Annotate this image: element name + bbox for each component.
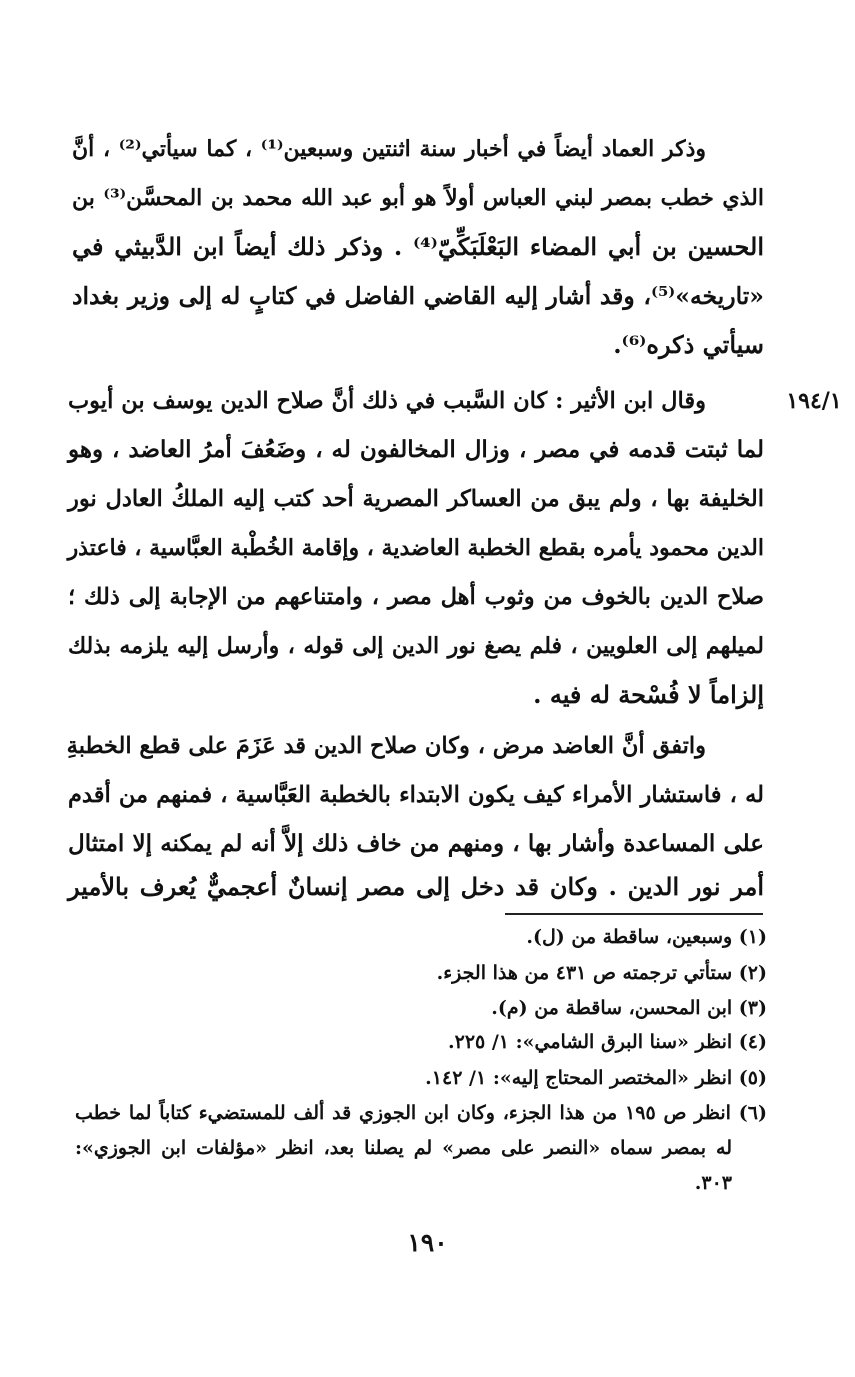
footnote: (٢) ستأتي ترجمته ص ٤٣١ من هذا الجزء.: [436, 962, 767, 984]
text-line: سيأتي ذكره⁽⁶⁾.: [613, 330, 764, 359]
text-line: الدين محمود يأمره بقطع الخطبة العاضدية ، وإقامة الخُطْبة العبَّاسية ، فاعتذر: [67, 535, 764, 561]
page-number: ١٩٠: [407, 1228, 448, 1257]
footnote-separator: [505, 913, 763, 915]
text-line: صلاح الدين بالخوف من وثوب أهل مصر ، وامتناعهم من الإجابة إلى ذلك ؛: [68, 584, 764, 610]
text-line: لما ثبتت قدمه في مصر ، وزال المخالفون له ، وضَعُفَ أمرُ العاضد ، وهو: [68, 436, 764, 463]
text-line: أمر نور الدين . وكان قد دخل إلى مصر إنسانٌ أعجميٌّ يُعرف بالأمير: [68, 872, 764, 901]
footnote-continuation: له بمصر سماه «النصر على مصر» لم يصلنا بعد، انظر «مؤلفات ابن الجوزي»:: [75, 1137, 732, 1159]
text-line: لميلهم إلى العلويين ، فلم يصغ نور الدين إلى قوله ، وأرسل إليه يلزمه بذلك: [68, 633, 764, 659]
footnote: (٦) انظر ص ١٩٥ من هذا الجزء، وكان ابن الجوزي قد ألف للمستضيء كتاباً لما خطب: [75, 1102, 767, 1124]
text-line: الخليفة بها ، ولم يبق من العساكر المصرية أحد كتب إليه الملكُ العادل نور: [68, 486, 764, 512]
text-line: وقال ابن الأثير : كان السَّبب في ذلك أنَّ صلاح الدين يوسف بن أيوب: [68, 388, 706, 414]
text-line: الذي خطب بمصر لبني العباس أولاً هو أبو عبد الله محمد بن المحسَّن⁽³⁾ بن: [72, 185, 764, 211]
text-line: إلزاماً لا فُسْحة له فيه .: [533, 680, 764, 709]
text-line: الحسين بن أبي المضاء البَعْلَبَكِّيّ⁽⁴⁾ . وذكر ذلك أيضاً ابن الدَّبيثي في: [72, 232, 764, 261]
text-line: وذكر العماد أيضاً في أخبار سنة اثنتين وسبعين⁽¹⁾ ، كما سيأتي⁽²⁾ ، أنَّ: [72, 136, 706, 162]
text-line: على المساعدة وأشار بها ، ومنهم من خاف ذلك إلاَّ أنه لم يمكنه إلا امتثال: [68, 830, 764, 857]
footnote: (١) وسبعين، ساقطة من (ل).: [526, 926, 767, 948]
margin-reference: ١٩٤/١: [786, 388, 842, 414]
footnote-continuation: ٣٠٣.: [694, 1172, 732, 1194]
text-line: له ، فاستشار الأمراء كيف يكون الابتداء بالخطبة العَبَّاسية ، فمنهم من أقدم: [68, 782, 764, 808]
text-line: واتفق أنَّ العاضد مرض ، وكان صلاح الدين قد عَزَمَ على قطع الخطبةِ: [66, 733, 706, 759]
footnote: (٥) انظر «المختصر المحتاج إليه»: ١/ ١٤٢.: [425, 1067, 767, 1089]
footnote: (٤) انظر «سنا البرق الشامي»: ١/ ٢٢٥.: [447, 1031, 767, 1053]
text-line: «تاريخه»⁽⁵⁾، وقد أشار إليه القاضي الفاضل في كتابٍ له إلى وزير بغداد: [72, 282, 764, 310]
footnote: (٣) ابن المحسن، ساقطة من (م).: [491, 997, 767, 1019]
